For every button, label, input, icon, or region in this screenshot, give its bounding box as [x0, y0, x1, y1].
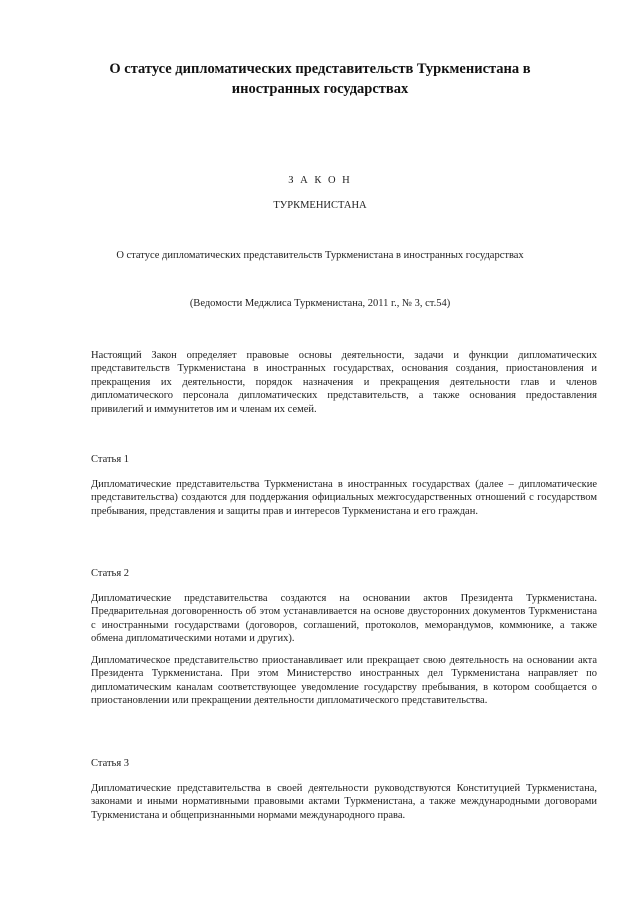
law-label: З А К О Н: [288, 175, 352, 186]
preamble-paragraph: Настоящий Закон определяет правовые основы деятельности, задачи и функции дипломатических представительств Туркменистана в иностранных государствах, основания создания, приостановления и прекращения их деятельности, порядок назначения и прекращения деятельности глав и членов дипломатического персонала дипломатических представительств, а также основания предоставления привилегий и иммунитетов им и членам их семей.: [91, 350, 597, 415]
article-2-paragraph-2: Дипломатическое представительство приостанавливает или прекращает свою деятельность на основании акта Президента Туркменистана. При этом Министерство иностранных дел Туркменистана направляет по дипломатическим каналам соответствующее уведомление государству пребывания, в котором сообщается о приостановлении или прекращении деятельности дипломатического представительства.: [91, 655, 597, 707]
article-1-paragraph-1: Дипломатические представительства Туркменистана в иностранных государствах (далее – дипломатические представительства) создаются для поддержания официальных межгосударственных отношений с государством пребывания, представления и защиты прав и интересов Туркменистана и его граждан.: [91, 479, 597, 517]
article-2-heading: Статья 2: [91, 568, 130, 579]
law-subtitle: О статусе дипломатических представительств Туркменистана в иностранных государствах: [116, 250, 524, 261]
article-3-paragraph-1: Дипломатические представительства в своей деятельности руководствуются Конституцией Туркменистана, законами и иными нормативными правовыми актами Туркменистана, а также международными договорами Туркменистана и общепризнанными нормами международного права.: [91, 783, 597, 821]
document-title: О статусе дипломатических представительств Туркменистана в иностранных государствах: [109, 61, 531, 97]
article-3-heading: Статья 3: [91, 758, 130, 769]
publication-source: (Ведомости Меджлиса Туркменистана, 2011 г., № 3, ст.54): [189, 298, 451, 309]
article-1-heading: Статья 1: [91, 454, 130, 465]
article-2-paragraph-1: Дипломатические представительства создаются на основании актов Президента Туркменистана. Предварительная договоренность об этом устанавливается на основе двусторонних документов Туркменистана с иностранными государствами (договоров, соглашений, протоколов, меморандумов, коммюнике, а также обмена дипломатическими нотами и других).: [91, 593, 597, 645]
country-label: ТУРКМЕНИСТАНА: [273, 200, 367, 211]
